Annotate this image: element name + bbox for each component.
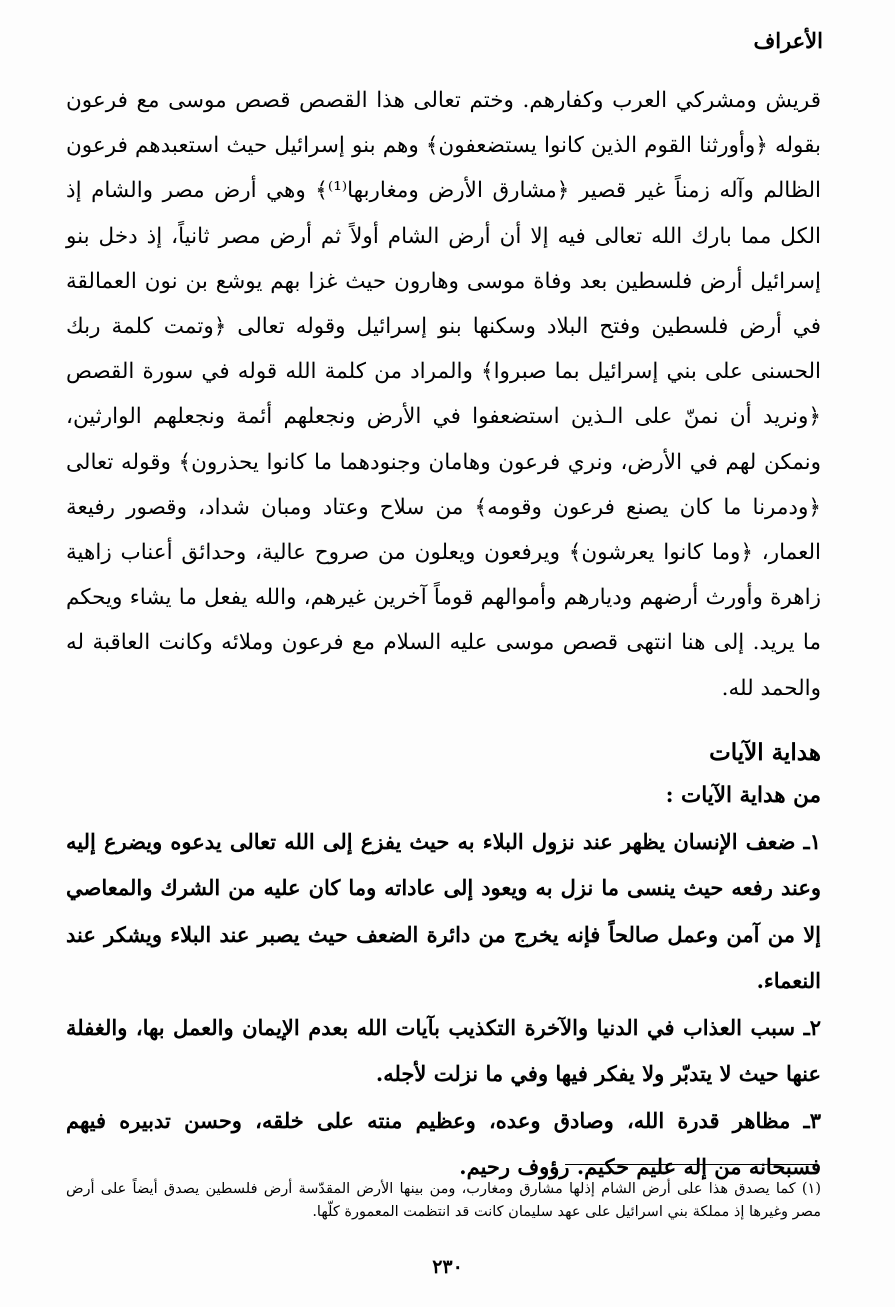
section-intro: من هداية الآيات : <box>665 782 821 808</box>
running-head: الأعراف <box>753 28 823 53</box>
guidance-item: ٢ـ سبب العذاب في الدنيا والآخرة التكذيب بآيات الله بعدم الإيمان والعمل بها، والغفلة عنها حيث لا يتدبّر ولا يفكر فيها وفي ما نزلت لأجله. <box>66 1014 821 1087</box>
guidance-list <box>66 819 821 1191</box>
guidance-item: ٣ـ مظاهر قدرة الله، وصادق وعده، وعظيم منته على خلقه، وحسن تدبيره فيهم فسبحانه من إله عليم حكيم. رؤوف رحيم. <box>66 1107 821 1180</box>
page-body <box>66 78 821 1191</box>
guidance-item: ١ـ ضعف الإنسان يظهر عند نزول البلاء به حيث يفزع إلى الله تعالى يدعوه ويضرع إليه وعند رفعه حيث ينسى ما نزل به ويعود إلى عاداته وما كان عليه من الشرك والمعاصي إلا من آمن وعمل صالحاً فإنه يخرج من دائرة الضعف حيث يصبر عند البلاء ويشكر عند النعماء. <box>66 828 821 994</box>
section-title: هداية الآيات <box>709 738 821 766</box>
footnote: (١) كما يصدق هذا على أرض الشام إذلها مشارق ومغارب، ومن بينها الأرض المقدّسة أرض فلسطين يصدق أيضاً على أرض مصر وغيرها إذ مملكة بني اسرائيل على عهد سليمان كانت قد انتظمت المعمورة كلّها. <box>66 1181 821 1220</box>
page-number: ٢٣٠ <box>432 1256 463 1278</box>
commentary-paragraph: قريش ومشركي العرب وكفارهم. وختم تعالى هذا القصص قصص موسى مع فرعون بقوله ﴿وأورثنا القوم الذين كانوا يستضعفون﴾ وهم بنو إسرائيل حيث استعبدهم فرعون الظالم وآله زمناً غير قصير ﴿مشارق الأرض ومغاربها⁽¹⁾﴾ وهي أرض مصر والشام إذ الكل مما بارك الله تعالى فيه إلا أن أرض الشام أولاً ثم أرض مصر ثانياً، إذ دخل بنو إسرائيل أرض فلسطين بعد وفاة موسى وهارون حيث غزا بهم يوشع بن نون العمالقة في أرض فلسطين وفتح البلاد وسكنها بنو إسرائيل وقوله تعالى ﴿وتمت كلمة ربك الحسنى على بني إسرائيل بما صبروا﴾ والمراد من كلمة الله قوله في سورة القصص ﴿ونريد أن نمنّ على الـذين استضعفوا في الأرض ونجعلهم أئمة ونجعلهم الوارثين، ونمكن لهم في الأرض، ونري فرعون وهامان وجنودهما ما كانوا يحذرون﴾ وقوله تعالى ﴿ودمرنا ما كان يصنع فرعون وقومه﴾ من سلاح وعتاد ومبان شداد، وقصور رفيعة العمار، ﴿وما كانوا يعرشون﴾ ويرفعون ويعلون من صروح عالية، وحدائق أعناب زاهية زاهرة وأورث أرضهم وديارهم وأموالهم قوماً آخرين غيرهم، والله يفعل ما يشاء ويحكم ما يريد. إلى هنا انتهى قصص موسى عليه السلام مع فرعون وملائه وكانت العاقبة له والحمد لله. <box>66 88 821 701</box>
commentary-section <box>66 78 821 711</box>
footnote-divider <box>565 1164 815 1165</box>
